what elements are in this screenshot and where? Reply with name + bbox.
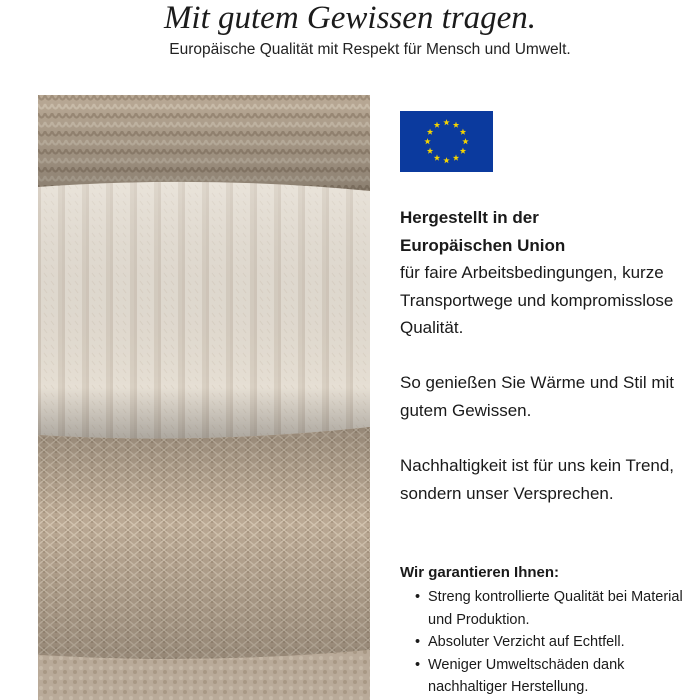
- list-item: • Weniger Umweltschäden dank nachhaltiger Herstellung.: [412, 654, 697, 699]
- guarantee-list: [412, 586, 697, 699]
- list-item: • Absoluter Verzicht auf Echtfell.: [412, 631, 697, 654]
- warmth-text: So genießen Sie Wärme und Stil mit gutem Gewissen.: [400, 373, 675, 420]
- list-item: • Streng kontrollierte Qualität bei Material und Produktion.: [412, 586, 697, 631]
- eu-flag-icon: [400, 111, 493, 172]
- subheadline: Europäische Qualität mit Respekt für Mensch und Umwelt.: [169, 41, 571, 58]
- guarantee-heading: Wir garantieren Ihnen:: [400, 564, 560, 581]
- eu-made-body: für faire Arbeitsbedingungen, kurze Transportwege und kompromisslose Qualität.: [400, 263, 674, 337]
- eu-made-block: [400, 204, 695, 342]
- eu-made-title-line1: Hergestellt in der: [400, 208, 539, 227]
- knit-sweater-stack-photo: [38, 95, 370, 700]
- eu-made-title-line2: Europäischen Union: [400, 235, 566, 255]
- sustainability-text: Nachhaltigkeit ist für uns kein Trend, sondern unser Versprechen.: [400, 456, 675, 503]
- headline: Mit gutem Gewissen tragen.: [163, 0, 537, 36]
